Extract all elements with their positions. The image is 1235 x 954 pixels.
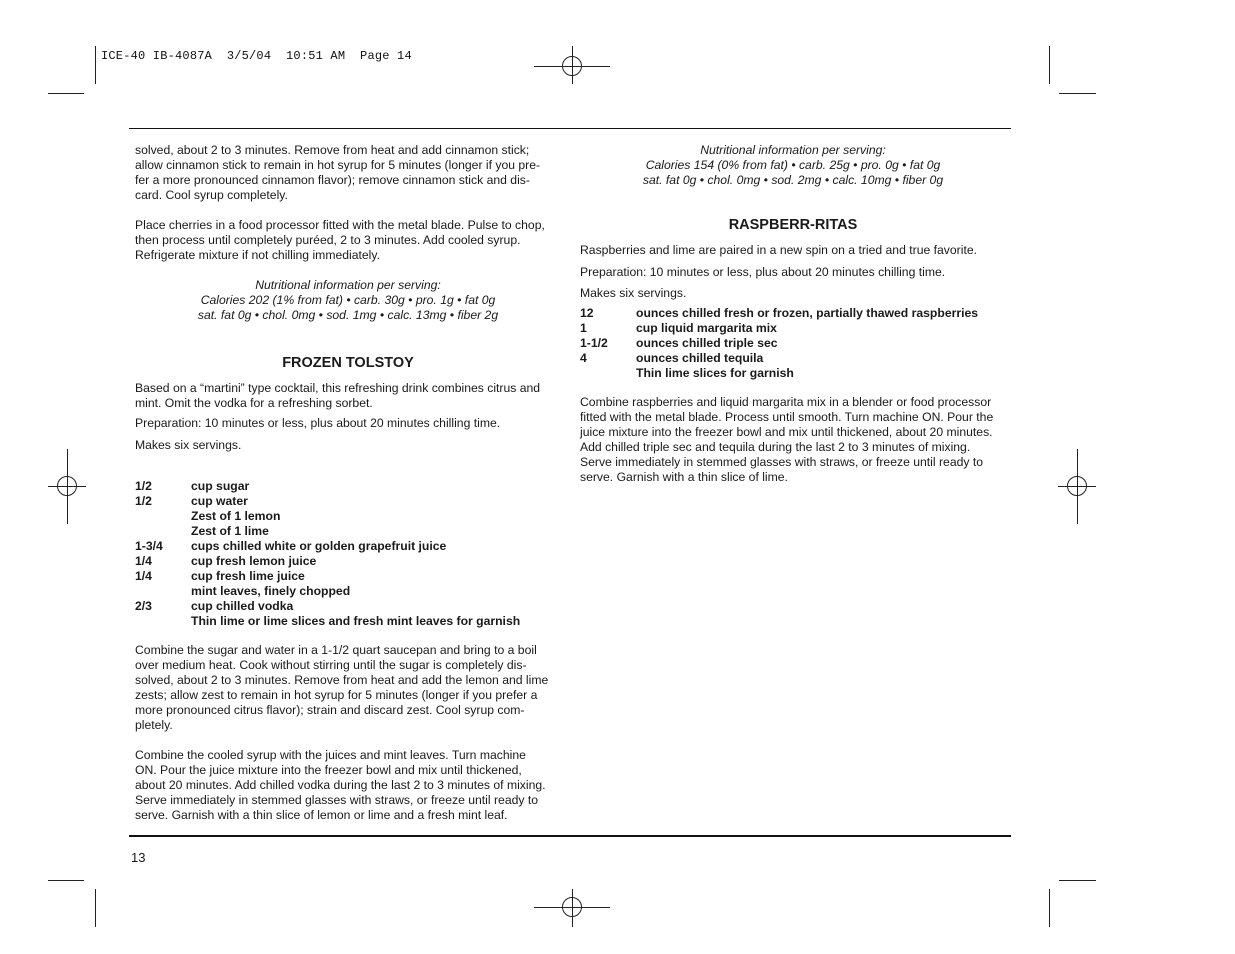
ingredient-row: Zest of 1 lime xyxy=(191,524,269,538)
left-directions-2: Combine the cooled syrup with the juices and mint leaves. Turn machine ON. Pour the juice mixture into the freezer bowl and mix until thickened, about 20 minutes. Add chilled vodka during the last 2 to 3 minutes of mixing. Serve immediately in stemmed glasses with straws, or freeze until ready to serve. Garnish with a thin slice of lemon or lime and a fresh mint leaf. xyxy=(135,748,546,822)
left-preparation: Preparation: 10 minutes or less, plus about 20 minutes chilling time. xyxy=(135,416,501,430)
crop-mark xyxy=(1049,46,1050,84)
ingredient-row: Thin lime slices for garnish xyxy=(636,366,794,380)
recipe-title-raspberr-ritas: RASPBERR-RITAS xyxy=(728,217,858,233)
crop-mark xyxy=(95,46,96,84)
left-servings: Makes six servings. xyxy=(135,438,242,452)
crop-mark xyxy=(1059,93,1096,94)
ingredient-row: 2/3 cup chilled vodka xyxy=(135,599,294,613)
ingredient-row: 4 ounces chilled tequila xyxy=(580,351,764,365)
ingredient-row: 1/4 cup fresh lemon juice xyxy=(135,554,317,568)
crop-mark xyxy=(1059,880,1096,881)
recipe-title-frozen-tolstoy: FROZEN TOLSTOY xyxy=(282,355,414,371)
right-ingredient-list xyxy=(580,306,1010,381)
ingredient-row: Thin lime or lime slices and fresh mint leaves for garnish xyxy=(191,614,521,628)
right-nutrition-info: Nutritional information per serving: Calories 154 (0% from fat) • carb. 25g • pro. 0g • fat 0g sat. fat 0g • chol. 0mg • sod. 2mg • calc. 10mg • fiber 0g xyxy=(642,143,944,187)
right-description: Raspberries and lime are paired in a new spin on a tried and true favorite. xyxy=(580,243,977,257)
printer-slug: ICE-40 IB-4087A 3/5/04 10:51 AM Page 14 xyxy=(101,49,412,63)
ingredient-row: 1 cup liquid margarita mix xyxy=(580,321,777,335)
ingredient-row: 1-3/4 cups chilled white or golden grapefruit juice xyxy=(135,539,447,553)
left-intro-paragraph-1: solved, about 2 to 3 minutes. Remove from heat and add cinnamon stick; allow cinnamon stick to remain in hot syrup for 5 minutes (longer if you pre- fer a more pronounced cinnamon flavor); remove cinnamon stick and dis- card. Cool syrup completely. xyxy=(135,143,541,202)
footer-rule xyxy=(129,835,1011,837)
header-rule xyxy=(129,128,1011,129)
ingredient-row: 1/2 cup water xyxy=(135,494,248,508)
crop-mark xyxy=(1049,889,1050,927)
right-servings: Makes six servings. xyxy=(580,286,687,300)
left-intro-paragraph-2: Place cherries in a food processor fitted with the metal blade. Pulse to chop, then process until completely puréed, 2 to 3 minutes. Add cooled syrup. Refrigerate mixture if not chilling immediately. xyxy=(135,218,545,262)
right-directions: Combine raspberries and liquid margarita mix in a blender or food processor fitted with the metal blade. Process until smooth. Turn machine ON. Pour the juice mixture into the freezer bowl and mix until thickened, about 20 minutes. Add chilled triple sec and tequila during the last 2 to 3 minutes of mixing. Serve immediately in stemmed glasses with straws, or freeze until ready to serve. Garnish with a thin slice of lime. xyxy=(580,395,994,484)
left-description: Based on a “martini” type cocktail, this refreshing drink combines citrus and mint. Omit the vodka for a refreshing sorbet. xyxy=(135,381,541,410)
crop-mark xyxy=(48,93,84,94)
crop-mark xyxy=(48,880,84,881)
page-number: 13 xyxy=(131,850,146,865)
crop-mark xyxy=(95,889,96,927)
ingredient-row: Zest of 1 lemon xyxy=(191,509,281,523)
right-preparation: Preparation: 10 minutes or less, plus about 20 minutes chilling time. xyxy=(580,265,946,279)
ingredient-row: 12 ounces chilled fresh or frozen, partially thawed raspberries xyxy=(580,306,979,320)
ingredient-row: 1/2 cup sugar xyxy=(135,479,250,493)
ingredient-row: mint leaves, finely chopped xyxy=(191,584,351,598)
left-directions-1: Combine the sugar and water in a 1-1/2 quart saucepan and bring to a boil over medium heat. Cook without stirring until the sugar is completely dis- solved, about 2 to 3 minutes. Remove from heat and add the lemon and lime zests; allow zest to remain in hot syrup for 5 minutes (longer if you prefer a more pronounced citrus flavor); strain and discard zest. Cool syrup com- pletely. xyxy=(135,643,549,732)
ingredient-row: 1/4 cup fresh lime juice xyxy=(135,569,305,583)
left-nutrition-info: Nutritional information per serving: Calories 202 (1% from fat) • carb. 30g • pro. 1g • fat 0g sat. fat 0g • chol. 0mg • sod. 1mg • calc. 13mg • fiber 2g xyxy=(197,278,499,322)
left-ingredient-list xyxy=(135,479,565,629)
ingredient-row: 1-1/2 ounces chilled triple sec xyxy=(580,336,778,350)
